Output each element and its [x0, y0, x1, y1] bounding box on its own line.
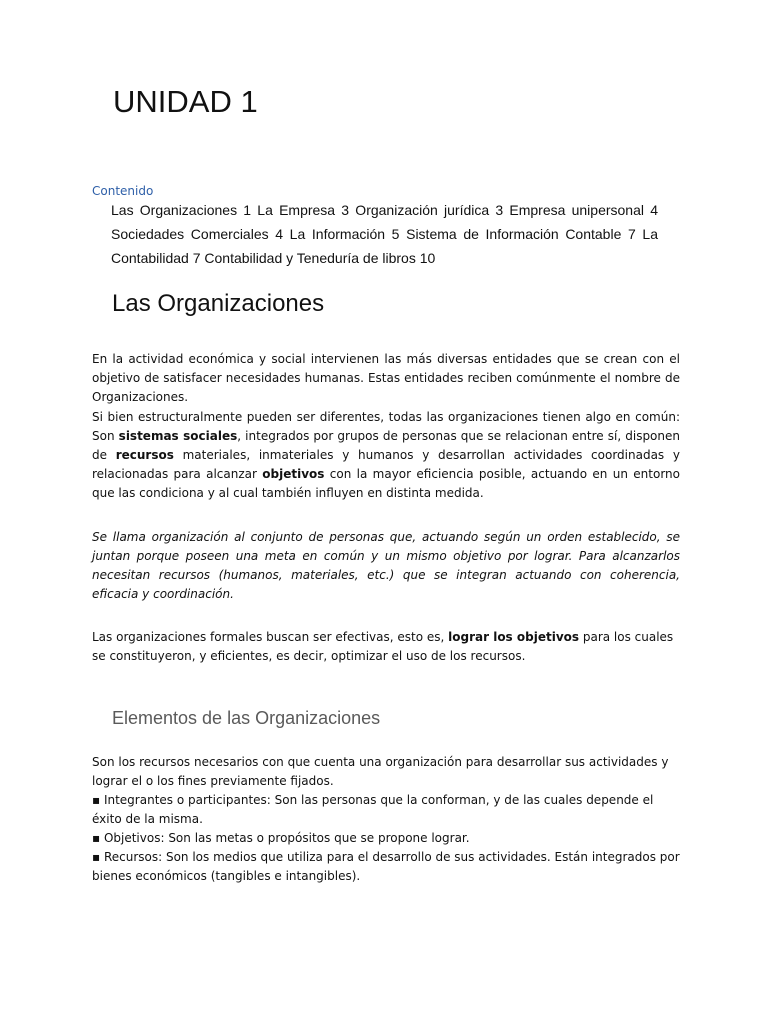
paragraph-formal-organizations	[92, 628, 680, 666]
section-heading-organizaciones: Las Organizaciones	[112, 290, 325, 317]
table-of-contents: Las Organizaciones 1 La Empresa 3 Organización jurídica 3 Empresa unipersonal 4 Sociedades Comerciales 4 La Información 5 Sistema de Información Contable 7 La Contabilidad 7 Contabilidad y Teneduría de libros 10	[111, 202, 658, 266]
paragraph-common-traits	[92, 408, 680, 503]
text-run: para los cuales se constituyeron, y eficientes, es decir, optimizar el uso de los recursos.	[92, 630, 674, 663]
text-run: , integrados por grupos de personas que se relacionan entre sí, disponen de	[92, 429, 680, 462]
bold-objetivos: objetivos	[262, 467, 325, 481]
paragraph-definition: Se llama organización al conjunto de personas que, actuando según un orden establecido, se juntan porque poseen una meta en común y un mismo objetivo por lograr. Para alcanzarlos necesitan recursos (humanos, materiales, etc.) que se integran actuando con coherencia, eficacia y coordinación.	[92, 530, 680, 601]
bold-lograr-objetivos: lograr los objetivos	[448, 630, 580, 644]
paragraph-intro: En la actividad económica y social intervienen las más diversas entidades que se crean con el objetivo de satisfacer necesidades humanas. Estas entidades reciben comúnmente el nombre de Organizaciones.	[92, 352, 680, 404]
text-run: Si bien estructuralmente pueden ser diferentes, todas las organizaciones tienen algo en común: Son	[92, 410, 680, 443]
section-heading-elementos: Elementos de las Organizaciones	[112, 708, 381, 728]
elements-list	[92, 753, 680, 886]
text-run: Las organizaciones formales buscan ser efectivas, esto es,	[92, 630, 449, 644]
list-item: ▪ Recursos: Son los medios que utiliza para el desarrollo de sus actividades. Están integrados por bienes económicos (tangibles e intangibles).	[92, 850, 680, 883]
bold-sistemas-sociales: sistemas sociales	[118, 429, 238, 443]
bold-recursos: recursos	[115, 448, 174, 462]
list-item: ▪ Objetivos: Son las metas o propósitos que se propone lograr.	[92, 831, 470, 845]
text-run: materiales, inmateriales y humanos y desarrollan actividades coordinadas y relacionadas para alcanzar	[92, 448, 680, 481]
text-run: con la mayor eficiencia posible, actuando en un entorno que las condiciona y al cual también influyen en distinta medida.	[92, 467, 680, 500]
toc-label: Contenido	[92, 184, 154, 198]
list-item: ▪ Integrantes o participantes: Son las personas que la conforman, y de las cuales depende el éxito de la misma.	[92, 793, 654, 826]
list-intro: Son los recursos necesarios con que cuenta una organización para desarrollar sus actividades y lograr el o los fines previamente fijados.	[92, 755, 669, 788]
page-title: UNIDAD 1	[113, 84, 258, 119]
